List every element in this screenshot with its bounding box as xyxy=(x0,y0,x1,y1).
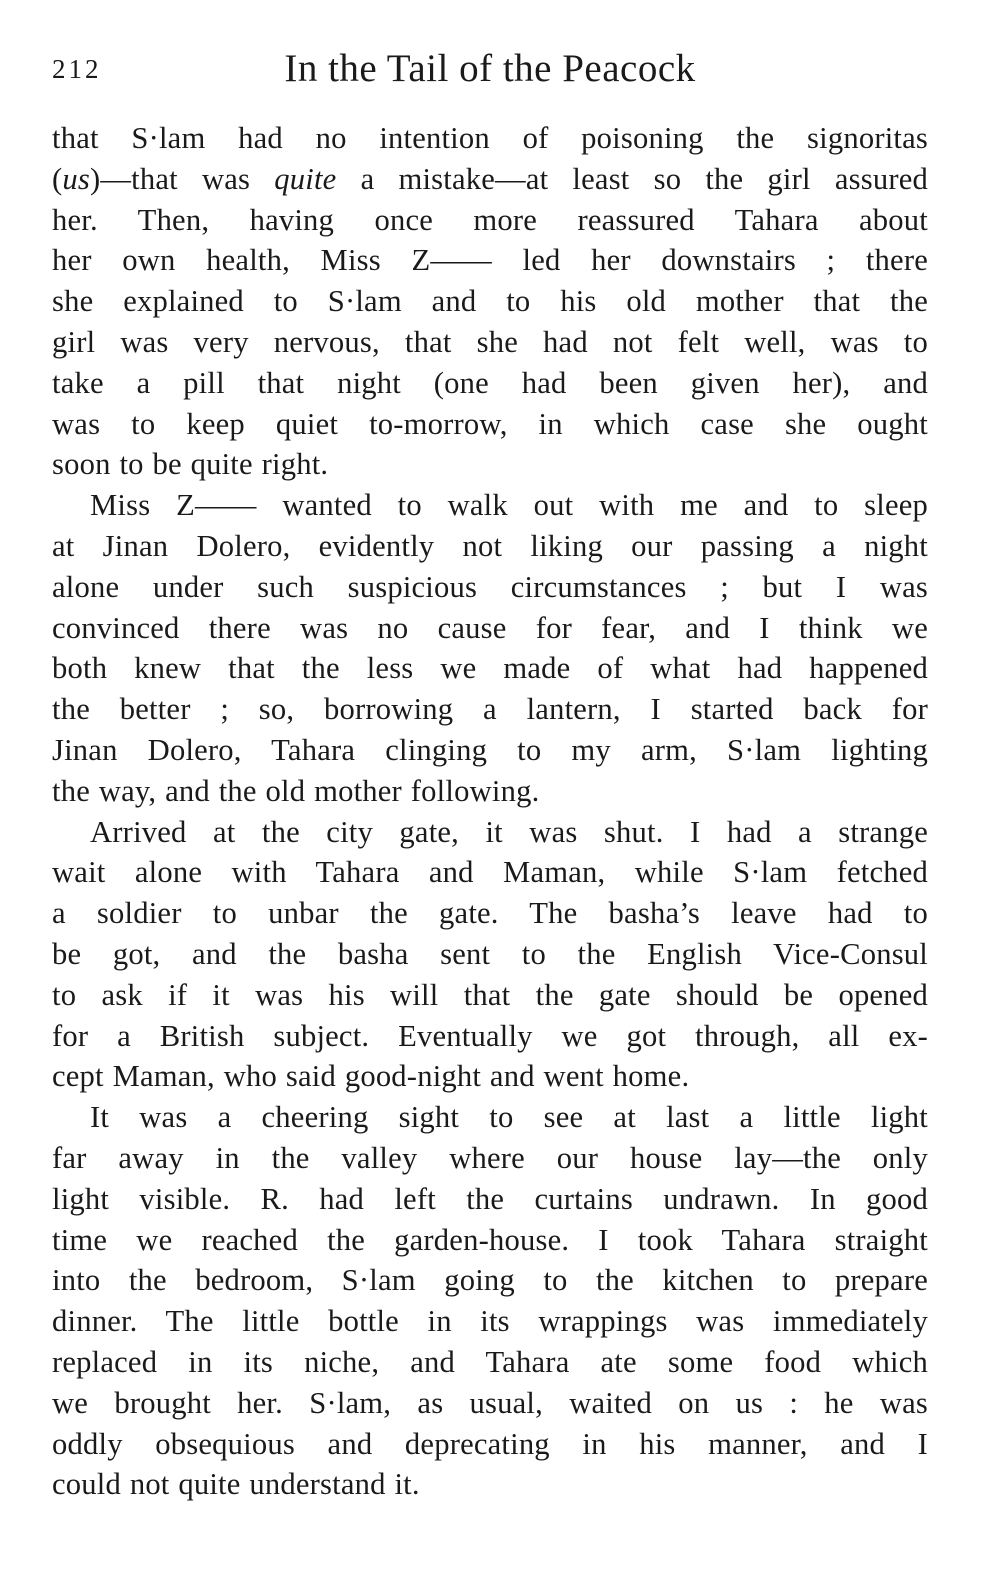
paragraph-4 xyxy=(52,1097,928,1505)
text-line: time we reached the garden-house. I took Tahara straight xyxy=(52,1222,928,1257)
text-line: for a British subject. Eventually we got through, all ex- xyxy=(52,1018,928,1053)
text-line: to ask if it was his will that the gate should be opened xyxy=(52,977,928,1012)
paragraph-2 xyxy=(52,485,928,811)
text-line: Miss Z—— wanted to walk out with me and to sleep xyxy=(90,488,928,523)
text-line: at Jinan Dolero, evidently not liking our passing a night xyxy=(52,528,928,563)
text-line: her own health, Miss Z—— led her downstairs ; there xyxy=(52,243,928,278)
text-line: that S·lam had no intention of poisoning the signoritas xyxy=(52,121,928,155)
text-line: convinced there was no cause for fear, and I think we xyxy=(52,610,928,645)
text-line: the better ; so, borrowing a lantern, I started back for xyxy=(52,692,928,727)
text-line: It was a cheering sight to see at last a little light xyxy=(90,1100,928,1135)
text-line: alone under such suspicious circumstances ; but I was xyxy=(52,569,928,604)
text-line: her. Then, having once more reassured Tahara about xyxy=(52,202,928,237)
text-line: girl was very nervous, that she had not felt well, was to xyxy=(52,324,928,359)
book-page xyxy=(52,40,928,1505)
text-line: could not quite understand it. xyxy=(52,1467,420,1502)
text-line: we brought her. S·lam, as usual, waited on us : he was xyxy=(52,1385,928,1420)
page-number: 212 xyxy=(52,54,102,84)
text-line: soon to be quite right. xyxy=(52,447,329,482)
text-line: was to keep quiet to-morrow, in which case she ought xyxy=(52,406,928,441)
paragraph-3 xyxy=(52,812,928,1098)
text-line: cept Maman, who said good-night and went home. xyxy=(52,1059,690,1094)
text-line: replaced in its niche, and Tahara ate some food which xyxy=(52,1344,928,1379)
paragraph-1 xyxy=(52,118,928,485)
text-line: Arrived at the city gate, it was shut. I had a strange xyxy=(90,814,928,849)
text-line: the way, and the old mother following. xyxy=(52,773,540,808)
text-line: a soldier to unbar the gate. The basha’s leave had to xyxy=(52,896,928,931)
text-line: wait alone with Tahara and Maman, while S·lam fetched xyxy=(52,855,928,890)
text-line: into the bedroom, S·lam going to the kitchen to prepare xyxy=(52,1263,928,1298)
running-title: In the Tail of the Peacock xyxy=(284,47,696,90)
text-line: oddly obsequious and deprecating in his manner, and I xyxy=(52,1426,928,1461)
text-line: both knew that the less we made of what had happened xyxy=(52,651,928,686)
text-line: light visible. R. had left the curtains undrawn. In good xyxy=(52,1181,928,1216)
body-text xyxy=(52,118,928,1505)
italic-word: quite xyxy=(274,161,337,196)
text-line: far away in the valley where our house lay—the only xyxy=(52,1140,928,1175)
text-line: she explained to S·lam and to his old mother that the xyxy=(52,284,928,319)
page-header xyxy=(52,40,928,110)
text-line: dinner. The little bottle in its wrappings was immediately xyxy=(52,1304,928,1339)
text-line: be got, and the basha sent to the English Vice-Consul xyxy=(52,936,928,971)
italic-word: us xyxy=(62,161,90,196)
text-line: Jinan Dolero, Tahara clinging to my arm, S·lam lighting xyxy=(52,732,928,767)
text-line: take a pill that night (one had been given her), and xyxy=(52,365,928,400)
text-line: (us)—that was quite a mistake—at least so the girl assured xyxy=(52,161,928,196)
